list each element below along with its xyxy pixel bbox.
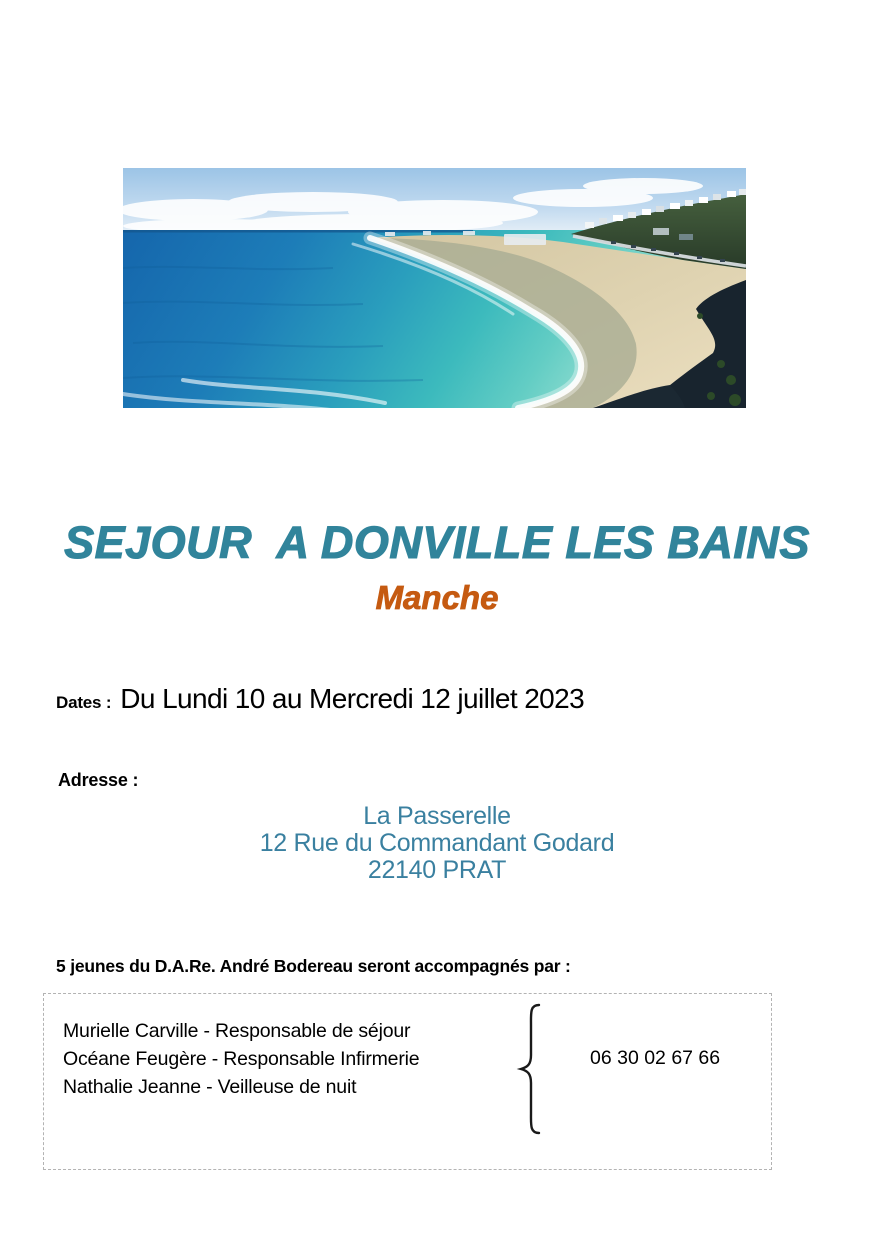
dates-label: Dates : bbox=[56, 693, 112, 712]
staff-box bbox=[43, 993, 772, 1170]
phone-number: 06 30 02 67 66 bbox=[590, 1047, 721, 1069]
staff-member-1: Murielle Carville - Responsable de séjour bbox=[63, 1020, 411, 1042]
dates-row bbox=[56, 683, 584, 715]
address-line-2: 12 Rue du Commandant Godard bbox=[259, 829, 615, 857]
address-line-1: La Passerelle bbox=[363, 802, 511, 830]
address-block bbox=[0, 803, 874, 884]
staff-member-3: Nathalie Jeanne - Veilleuse de nuit bbox=[63, 1076, 357, 1098]
staff-names bbox=[63, 1017, 419, 1101]
page-title: SEJOUR A DONVILLE LES BAINS bbox=[64, 517, 810, 568]
staff-member-2: Océane Feugère - Responsable Infirmerie bbox=[63, 1048, 420, 1070]
curly-brace-icon bbox=[516, 1002, 544, 1136]
staff-intro: 5 jeunes du D.A.Re. André Bodereau seront accompagnés par : bbox=[56, 956, 571, 976]
beach-photo bbox=[123, 168, 746, 408]
address-line-3: 22140 PRAT bbox=[367, 856, 507, 884]
page-subtitle: Manche bbox=[375, 579, 499, 616]
address-label: Adresse : bbox=[58, 770, 139, 790]
dates-value: Du Lundi 10 au Mercredi 12 juillet 2023 bbox=[120, 683, 585, 714]
